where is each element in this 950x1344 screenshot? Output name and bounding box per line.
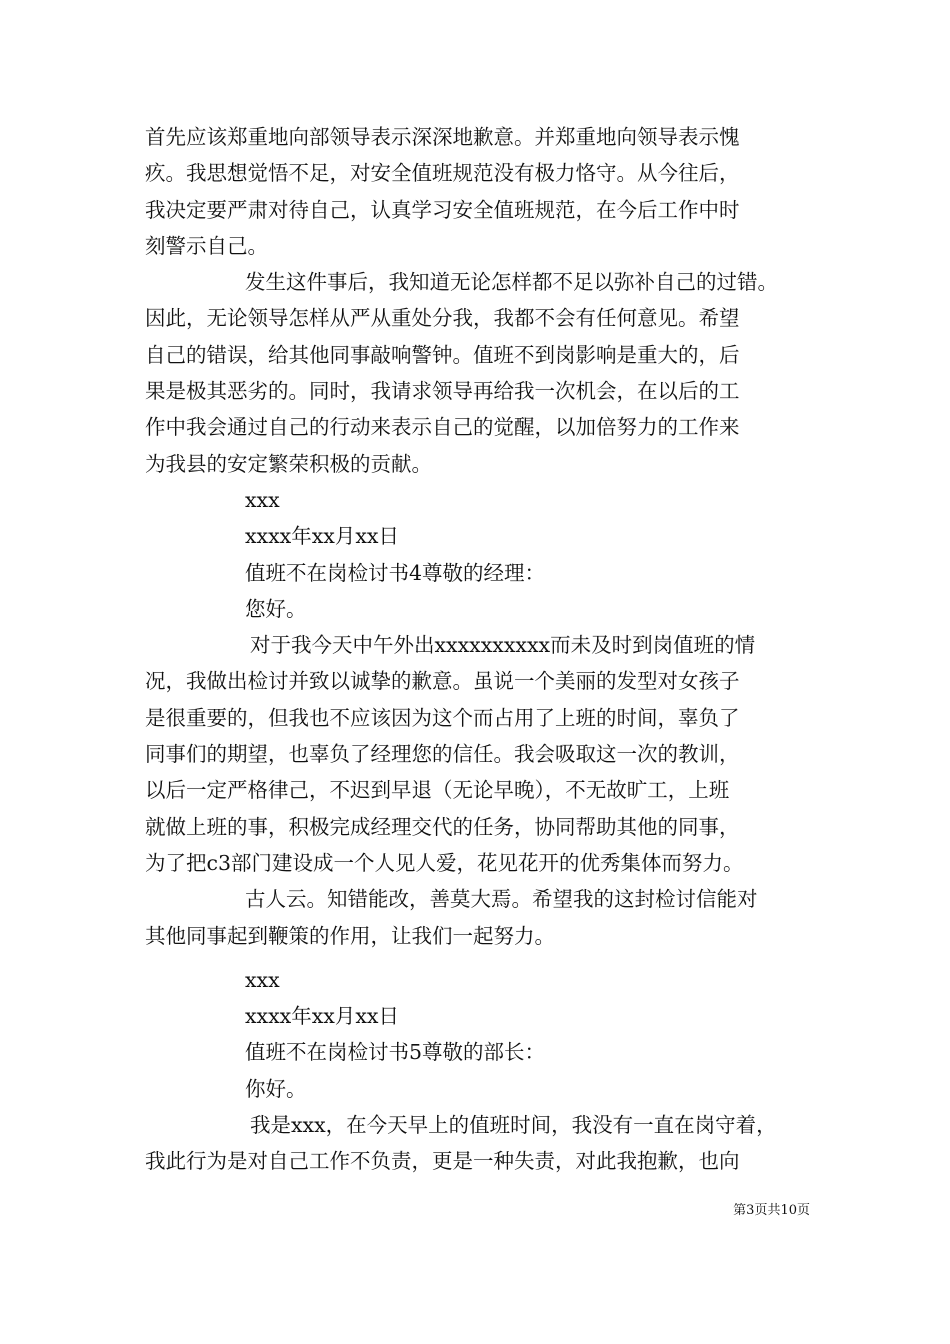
- greeting: 你好。: [245, 1076, 307, 1101]
- signature-date: xxxx年xx月xx日: [245, 524, 399, 549]
- section-heading: 值班不在岗检讨书5尊敬的部长：: [245, 1040, 546, 1065]
- text-line: 发生这件事后，我知道无论怎样都不足以弥补自己的过错。: [245, 270, 778, 295]
- text-line: 首先应该郑重地向部领导表示深深地歉意。并郑重地向领导表示愧: [145, 125, 740, 149]
- text-line: 作中我会通过自己的行动来表示自己的觉醒，以加倍努力的工作来: [145, 415, 740, 440]
- text-line: 我是xxx，在今天早上的值班时间，我没有一直在岗守着，: [250, 1113, 777, 1138]
- text-line: 我决定要严肃对待自己，认真学习安全值班规范，在今后工作中时: [145, 197, 740, 222]
- text-line: 刻警示自己。: [145, 233, 268, 258]
- signature-name: xxx: [245, 967, 280, 992]
- text-line: 果是极其恶劣的。同时，我请求领导再给我一次机会，在以后的工: [145, 379, 740, 404]
- document-body: [145, 119, 825, 1180]
- greeting: 您好。: [245, 596, 307, 621]
- text-line: 我此行为是对自己工作不负责，更是一种失责，对此我抱歉，也向: [145, 1149, 740, 1174]
- text-line: 就做上班的事，积极完成经理交代的任务，协同帮助其他的同事，: [145, 814, 740, 839]
- page-number-footer: 第3页共10页: [733, 1203, 810, 1218]
- section-heading: 值班不在岗检讨书4尊敬的经理：: [245, 560, 546, 585]
- text-line: 同事们的期望，也辜负了经理您的信任。我会吸取这一次的教训，: [145, 742, 740, 767]
- text-line: 是很重要的，但我也不应该因为这个而占用了上班的时间，辜负了: [145, 705, 740, 730]
- text-line: 疚。我思想觉悟不足，对安全值班规范没有极力恪守。从今往后，: [145, 161, 740, 186]
- text-line: 因此，无论领导怎样从严从重处分我，我都不会有任何意见。希望: [145, 306, 740, 331]
- text-line: 况，我做出检讨并致以诚挚的歉意。虽说一个美丽的发型对女孩子: [145, 669, 740, 694]
- signature-date: xxxx年xx月xx日: [245, 1004, 399, 1029]
- text-line: 自己的错误，给其他同事敲响警钟。值班不到岗影响是重大的，后: [145, 342, 740, 367]
- text-line: 为我县的安定繁荣积极的贡献。: [145, 451, 432, 476]
- text-line: 以后一定严格律己，不迟到早退（无论早晚），不无故旷工，上班: [145, 778, 730, 803]
- text-line: 其他同事起到鞭策的作用，让我们一起努力。: [145, 923, 555, 948]
- signature-name: xxx: [245, 487, 280, 512]
- text-line: 为了把c3部门建设成一个人见人爱，花见花开的优秀集体而努力。: [145, 850, 744, 875]
- text-line: 古人云。知错能改，善莫大焉。希望我的这封检讨信能对: [245, 887, 758, 912]
- text-line: 对于我今天中午外出xxxxxxxxxx而未及时到岗值班的情: [250, 633, 756, 658]
